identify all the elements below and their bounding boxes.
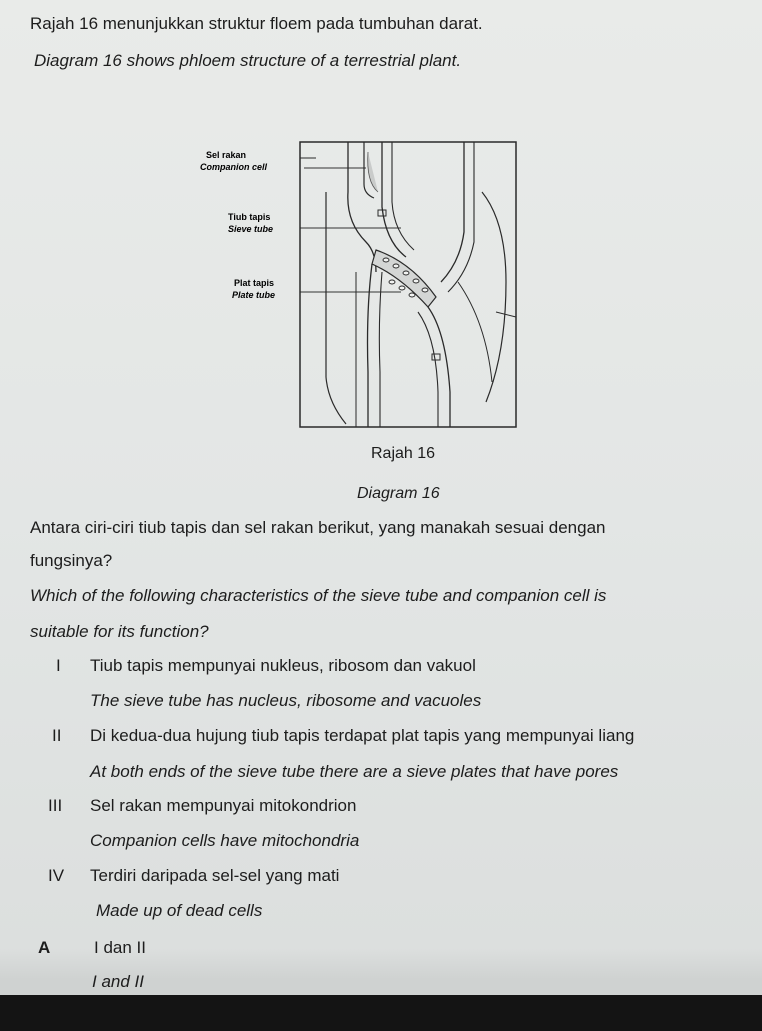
question-malay-line2: fungsinya? [30,551,113,570]
intro-malay: Rajah 16 menunjukkan struktur floem pada tumbuhan darat. [30,14,483,33]
option-malay[interactable]: I dan II [94,938,146,957]
option-letter[interactable]: A [38,938,51,957]
statement-english: Companion cells have mitochondria [90,831,360,850]
statement-malay: Terdiri daripada sel-sel yang mati [90,866,340,885]
label-sieve-en: Sieve tube [228,224,274,234]
option-english[interactable]: I and II [92,972,144,991]
label-companion-ms: Sel rakan [206,150,247,160]
statement-english: Made up of dead cells [96,901,263,920]
statement-malay: Sel rakan mempunyai mitokondrion [90,796,357,815]
statement-number: II [52,726,62,745]
statement-number: III [48,796,63,815]
label-plate-ms: Plat tapis [234,278,275,288]
diagram-caption-english: Diagram 16 [357,485,440,502]
statement-english: The sieve tube has nucleus, ribosome and vacuoles [90,691,482,710]
statement-malay: Tiub tapis mempunyai nukleus, ribosom dan vakuol [90,656,476,675]
question-malay-line1: Antara ciri-ciri tiub tapis dan sel rakan berikut, yang manakah sesuai dengan [30,518,606,537]
photo-dark-edge [0,995,762,1031]
question-english-line1: Which of the following characteristics of the sieve tube and companion cell is [30,586,607,605]
phloem-diagram [196,132,526,432]
intro-english: Diagram 16 shows phloem structure of a terrestrial plant. [34,51,462,70]
label-sieve-ms: Tiub tapis [228,212,271,222]
label-companion-en: Companion cell [200,162,268,172]
companion-nucleus [368,152,378,192]
statement-english: At both ends of the sieve tube there are a sieve plates that have pores [90,762,619,781]
question-english-line2: suitable for its function? [30,622,209,641]
statement-number: I [56,656,61,675]
statement-number: IV [48,866,65,885]
label-plate-en: Plate tube [232,290,276,300]
diagram-caption-malay: Rajah 16 [371,445,436,462]
companion-cell-wall [348,142,376,272]
statement-malay: Di kedua-dua hujung tiub tapis terdapat plat tapis yang mempunyai liang [90,726,635,745]
